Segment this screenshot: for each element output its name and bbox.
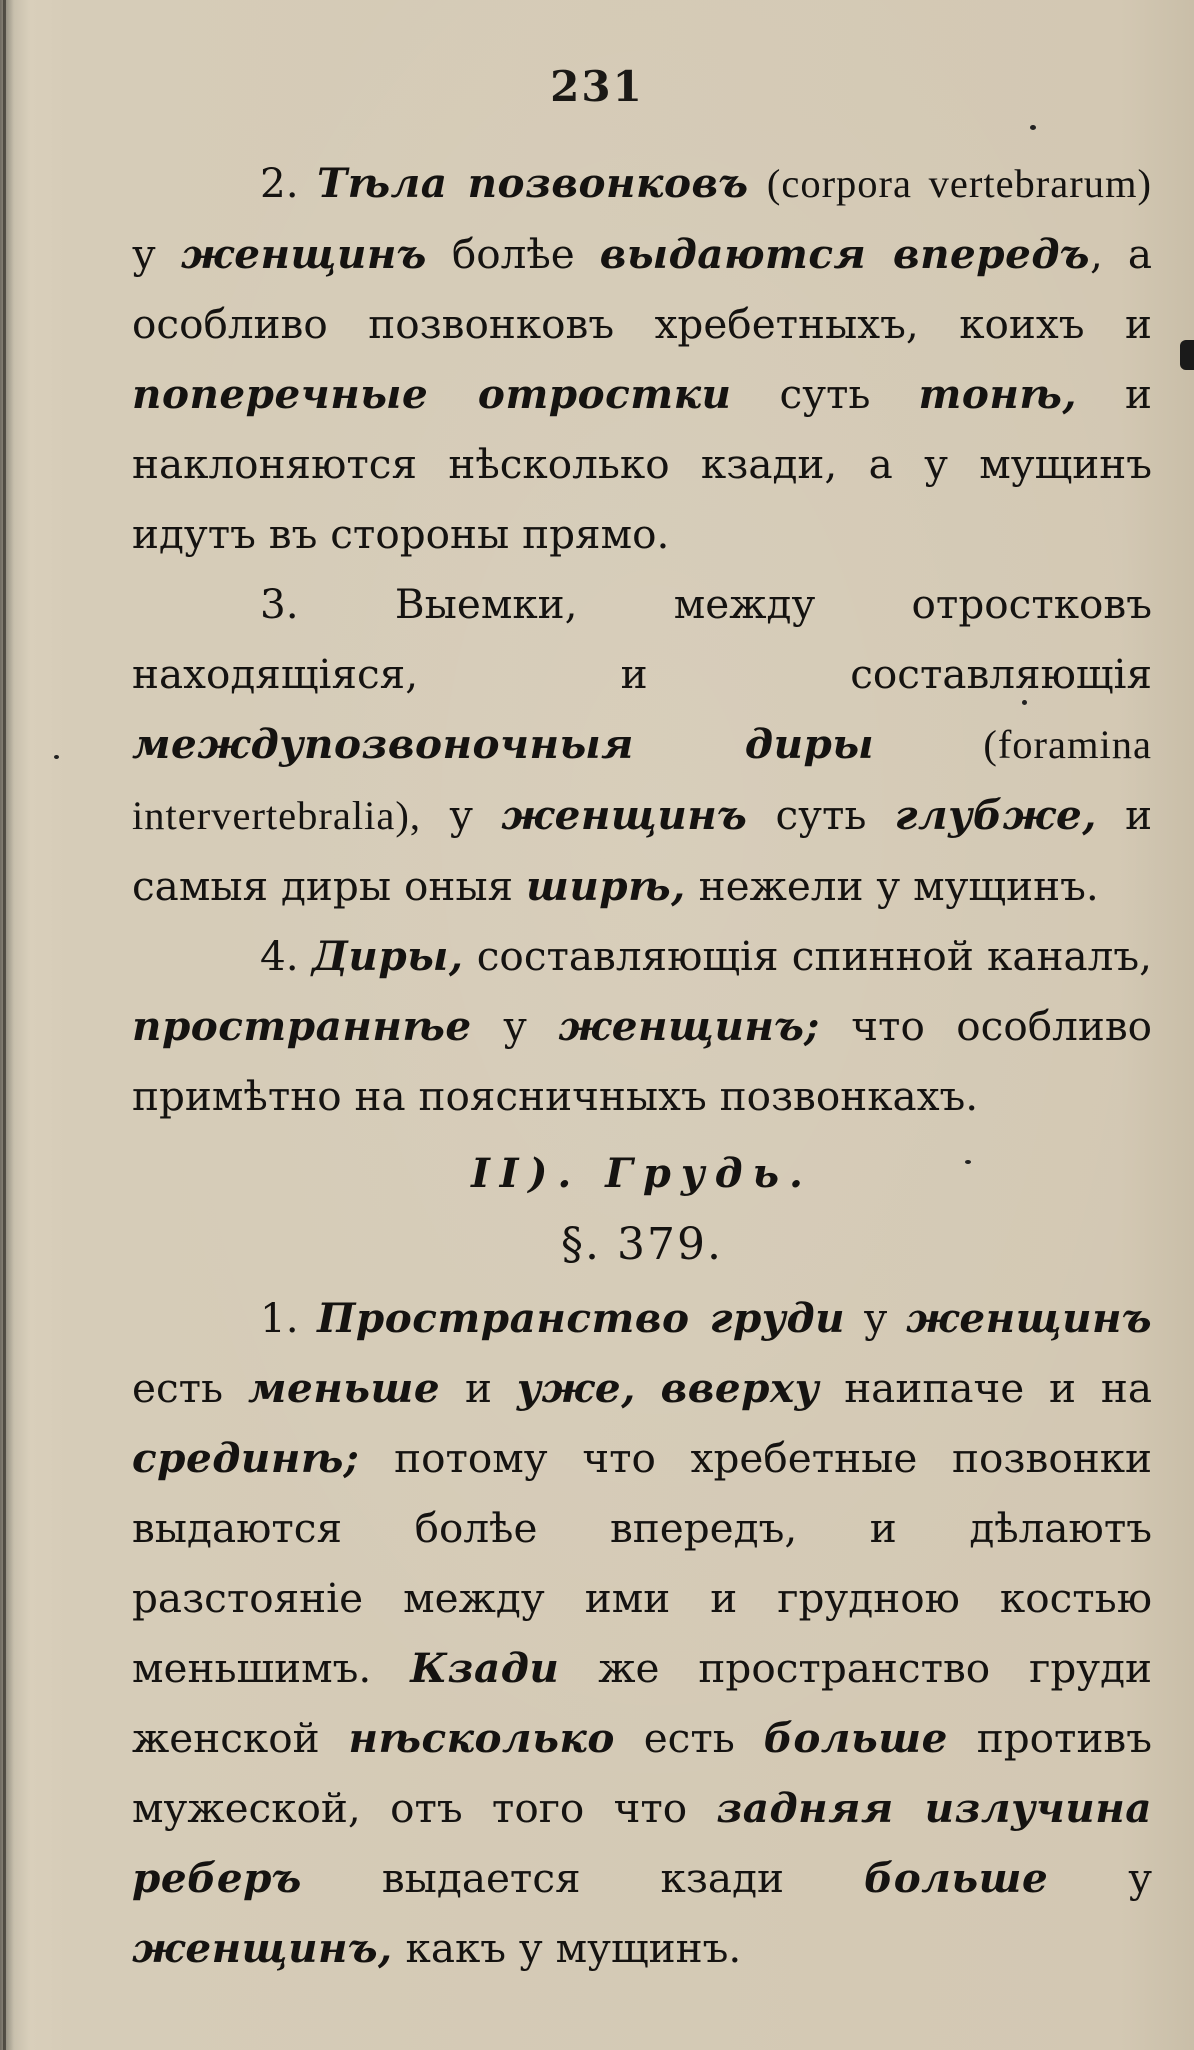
item-number: 4. (260, 932, 299, 980)
body-text: Выемки, между отростковъ находящіяся, и составляющія (132, 580, 1152, 698)
paragraph-chest-space (132, 1283, 1152, 1983)
item-number: 3. (260, 580, 299, 628)
emphasis-text: тонѣ, (918, 370, 1077, 418)
emphasis-text: выдаются впередъ (599, 230, 1091, 278)
emphasis-text: больше (863, 1854, 1049, 1902)
emphasis-text: срединѣ; (132, 1434, 360, 1482)
paragraph-vertebral-bodies (132, 148, 1152, 569)
page-number: 231 (550, 62, 644, 111)
item-number: 2. (260, 159, 299, 207)
body-text: у (503, 1002, 527, 1050)
ink-spot (1180, 340, 1194, 370)
body-text: и наклоняются нѣсколько кзади, а у мущинъ идутъ въ стороны прямо. (132, 370, 1152, 558)
paper-speck (54, 755, 59, 759)
emphasis-text: женщинъ (501, 791, 748, 839)
body-text: выдается кзади (381, 1854, 784, 1902)
body-text: у (1128, 1854, 1153, 1902)
item-number: 1. (260, 1294, 299, 1342)
emphasis-text: глубже, (894, 791, 1097, 839)
section-number: §. 379. (561, 1219, 723, 1270)
emphasis-text: пространнѣе (132, 1002, 472, 1050)
body-text: нежели у мущинъ. (698, 862, 1099, 910)
emphasis-text: меньше (247, 1364, 441, 1412)
body-text: есть (643, 1714, 735, 1762)
body-text: же пространство груди женской (132, 1644, 1153, 1762)
emphasis-text: нѣсколько (348, 1714, 615, 1762)
body-text: у (449, 791, 474, 839)
latin-term: (corpora vertebrarum) (766, 161, 1152, 206)
chapter-heading: II). Грудь. (471, 1150, 813, 1197)
emphasis-text: женщинъ (905, 1294, 1153, 1342)
paper-speck (1030, 125, 1036, 130)
body-text: у (132, 230, 156, 278)
emphasis-text: Тѣла позвонковъ (317, 159, 749, 207)
emphasis-text: Диры, (311, 932, 464, 980)
body-text: у (863, 1294, 888, 1342)
emphasis-text: Пространство груди (317, 1294, 846, 1342)
emphasis-text: поперечные отростки (132, 370, 732, 418)
body-text: суть (775, 791, 867, 839)
paragraph-intervertebral-foramina (132, 569, 1152, 921)
emphasis-text: уже, (516, 1364, 636, 1412)
body-text: противъ мужеской, отъ того что (132, 1714, 1153, 1832)
emphasis-text: вверху (660, 1364, 820, 1412)
body-text: болѣе (451, 230, 575, 278)
emphasis-text: ширѣ, (526, 862, 686, 910)
body-text: суть (779, 370, 871, 418)
page-body (132, 148, 1152, 1983)
body-text: и (464, 1364, 492, 1412)
body-text: что особливо примѣтно на поясничныхъ позвонкахъ. (132, 1002, 1152, 1120)
body-text: составляющія спинной каналъ, (476, 932, 1153, 980)
emphasis-text: междупозвоночныя диры (132, 720, 875, 768)
emphasis-text: задняя излучина реберъ (132, 1784, 1153, 1902)
emphasis-text: женщинъ (180, 230, 427, 278)
emphasis-text: женщинъ, (132, 1924, 393, 1972)
body-text: и самыя диры оныя (132, 791, 1153, 910)
body-text: есть (132, 1364, 224, 1412)
body-text: , а особливо позвонковъ хребетныхъ, коихъ и (132, 230, 1153, 348)
emphasis-text: Кзади (410, 1644, 560, 1692)
emphasis-text: больше (763, 1714, 948, 1762)
latin-term: (foramina intervertebralia), (132, 722, 1152, 838)
body-text: потому что хребетные позвонки выдаются болѣе впередъ, и дѣлаютъ разстояніе между ими и грудною костью меньшимъ. (132, 1434, 1153, 1692)
page-spine-edge (3, 0, 6, 2050)
body-text: какъ у мущинъ. (405, 1924, 742, 1972)
paragraph-spinal-canal (132, 921, 1152, 1131)
emphasis-text: женщинъ; (558, 1002, 820, 1050)
body-text: наипаче и на (844, 1364, 1153, 1412)
